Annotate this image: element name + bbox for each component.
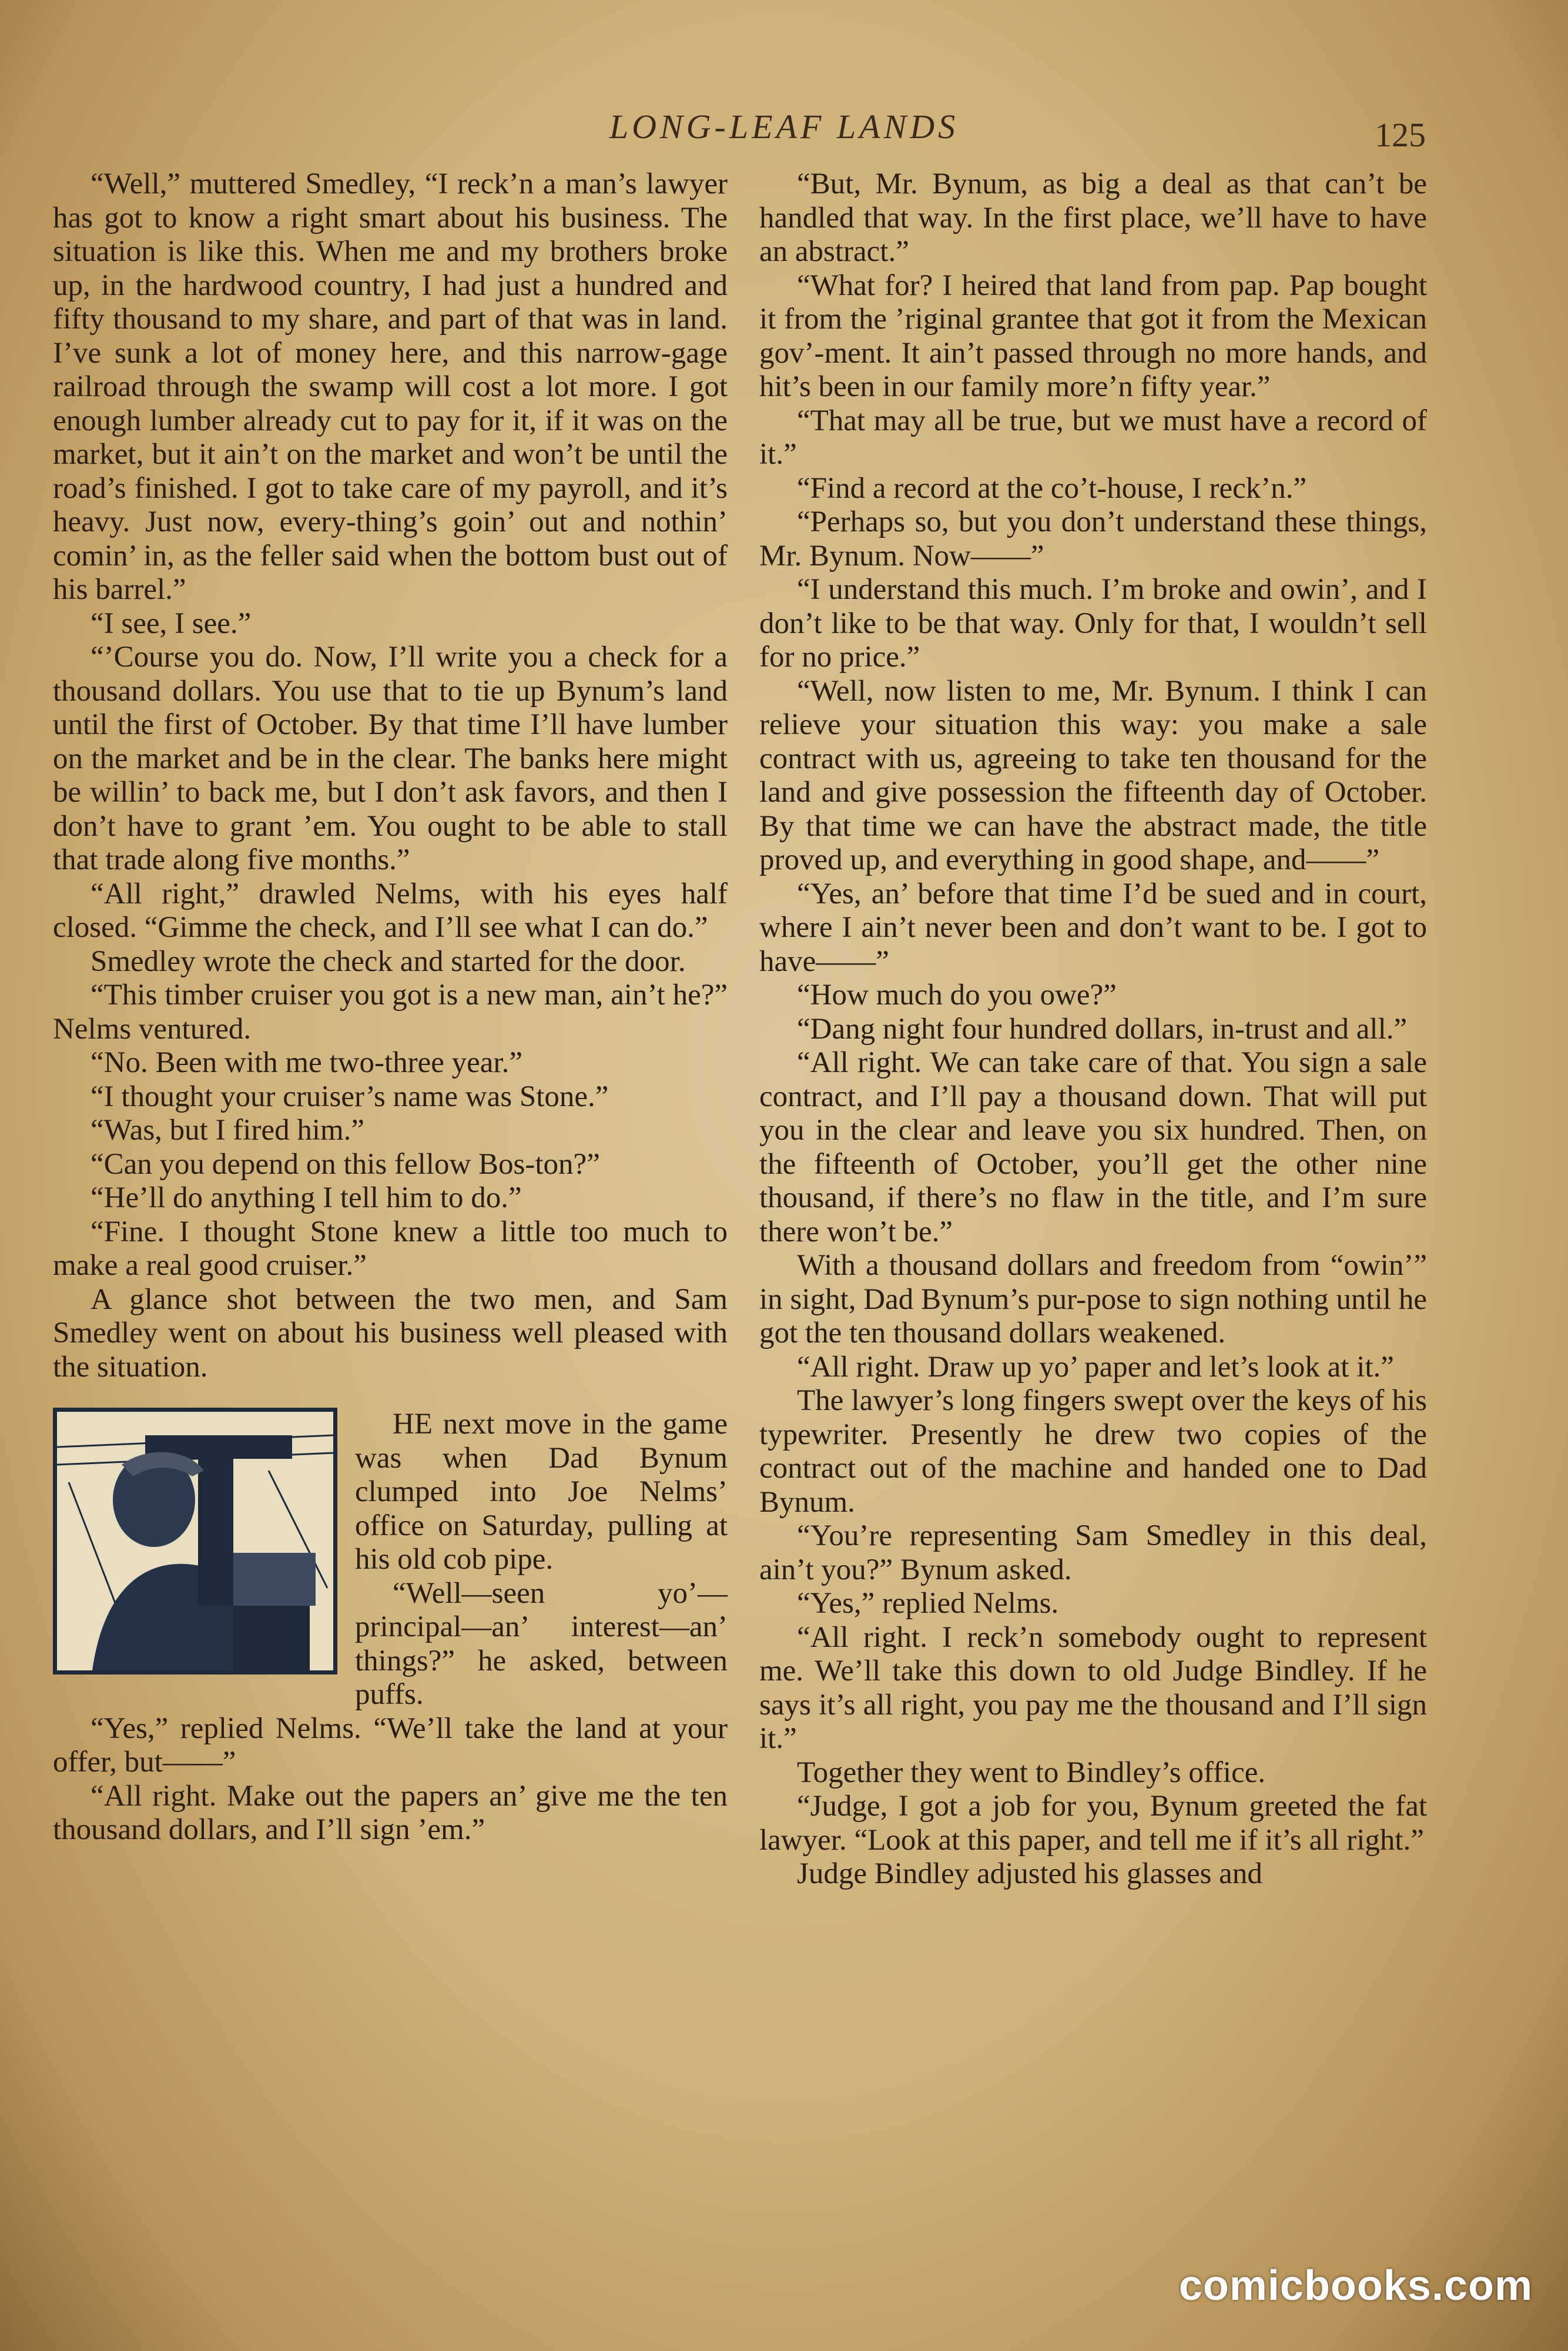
paragraph: “Perhaps so, but you don’t understand these things, Mr. Bynum. Now——”: [759, 505, 1427, 572]
right-column: [759, 168, 1427, 1891]
paragraph: “I understand this much. I’m broke and owin’, and I don’t like to be that way. Only for that, I wouldn’t sell for no price.”: [759, 573, 1427, 674]
paragraph: “I thought your cruiser’s name was Stone.”: [91, 1080, 609, 1113]
paragraph: “But, Mr. Bynum, as big a deal as that can’t be handled that way. In the first place, we’ll have to have an abstract.”: [759, 168, 1427, 268]
paragraph: Smedley wrote the check and started for the door.: [91, 945, 686, 978]
paragraph: “That may all be true, but we must have a record of it.”: [759, 404, 1427, 471]
paragraph: With a thousand dollars and freedom from “owin’” in sight, Dad Bynum’s pur-pose to sign nothing until he got the ten thousand dollars weakened.: [759, 1249, 1427, 1349]
paragraph: “Yes,” replied Nelms.: [797, 1587, 1059, 1620]
paragraph: The lawyer’s long fingers swept over the keys of his typewriter. Presently he drew two copies of the contract out of the machine and handed one to Dad Bynum.: [759, 1384, 1427, 1519]
paragraph: “Can you depend on this fellow Bos-ton?”: [91, 1147, 600, 1181]
paragraph: “All right,” drawled Nelms, with his eyes half closed. “Gimme the check, and I’ll see what I can do.”: [53, 877, 728, 944]
paragraph: “Dang night four hundred dollars, in-trust and all.”: [797, 1012, 1408, 1046]
paragraph: “Yes, an’ before that time I’d be sued and in court, where I ain’t never been and don’t want to be. I got to have——”: [759, 877, 1427, 978]
running-head: LONG-LEAF LANDS: [609, 108, 959, 146]
dropcap-t-illustration-icon: [57, 1412, 333, 1670]
paragraph: “Yes,” replied Nelms. “We’ll take the land at your offer, but——”: [53, 1712, 728, 1779]
paragraph: “’Course you do. Now, I’ll write you a check for a thousand dollars. You use that to tie up Bynum’s land until the first of October. By that time I’ll have lumber on the market and be in the clear. The banks here might be willin’ to back me, but I don’t ask favors, and then I don’t have to grant ’em. You ought to be able to stall that trade along five months.”: [53, 641, 728, 876]
paragraph: “All right. Make out the papers an’ give me the ten thousand dollars, and I’ll sign ’em.”: [53, 1779, 728, 1846]
paragraph: “I see, I see.”: [91, 607, 252, 640]
paragraph: “Judge, I got a job for you, Bynum greeted the fat lawyer. “Look at this paper, and tell me if it’s all right.”: [759, 1790, 1427, 1857]
paragraph: “All right. Draw up yo’ paper and let’s look at it.”: [797, 1350, 1394, 1384]
paragraph: A glance shot between the two men, and Sam Smedley went on about his business well pleased with the situation.: [53, 1282, 728, 1384]
paragraph: “Well,” muttered Smedley, “I reck’n a man’s lawyer has got to know a right smart about his business. The situation is like this. When me and my brothers broke up, in the hardwood country, I had just a hundred and fifty thousand to my share, and part of that was in land. I’ve sunk a lot of money here, and this narrow-gage railroad through the swamp will cost a lot more. I got enough lumber already cut to pay for it, if it was on the market, but it ain’t on the market and won’t be until the road’s finished. I got to take care of my payroll, and it’s heavy. Just now, every-thing’s goin’ out and nothin’ comin’ in, as the feller said when the bottom bust out of his barrel.”: [53, 168, 728, 606]
paragraph: “All right. We can take care of that. You sign a sale contract, and I’ll pay a thousand down. That will put you in the clear and leave you six hundred. Then, on the fifteenth of October, you’ll get the other nine thousand, if there’s no flaw in the title, and I’m sure there won’t be.”: [759, 1046, 1427, 1248]
paragraph: “Fine. I thought Stone knew a little too much to make a real good cruiser.”: [53, 1215, 728, 1282]
paragraph: “No. Been with me two-three year.”: [91, 1046, 522, 1079]
page-number: 125: [1375, 116, 1426, 154]
dropcap-illustration: [53, 1408, 337, 1674]
dropcap-section: [53, 1408, 728, 1847]
paragraph: “He’ll do anything I tell him to do.”: [91, 1181, 522, 1214]
right-column-paragraphs: [759, 168, 1427, 1891]
left-column: [53, 168, 728, 1847]
left-column-paragraphs: [53, 168, 728, 1384]
paragraph: Judge Bindley adjusted his glasses and: [797, 1857, 1262, 1890]
paragraph: “Well—seen yo’—principal—an’ interest—an’ things?” he asked, between puffs.: [355, 1576, 728, 1711]
paragraph: “Find a record at the co’t-house, I reck’n.”: [797, 471, 1307, 505]
paragraph: “What for? I heired that land from pap. Pap bought it from the ’riginal grantee that got it from the Mexican gov’-ment. It ain’t passed through no more hands, and hit’s been in our family more’n fifty year.”: [759, 269, 1427, 403]
dropcap-paragraph: HE next move in the game was when Dad Bynum clumped into Joe Nelms’ office on Saturday, pulling at his old cob pipe.: [355, 1408, 728, 1576]
paragraph: “All right. I reck’n somebody ought to represent me. We’ll take this down to old Judge Bindley. If he says it’s all right, you pay me the thousand and I’ll sign it.”: [759, 1620, 1427, 1755]
watermark-text: comicbooks.com: [1178, 2262, 1533, 2309]
paragraph: “How much do you owe?”: [797, 979, 1117, 1012]
paragraph: Together they went to Bindley’s office.: [797, 1756, 1266, 1789]
page-header: [0, 107, 1568, 154]
paragraph: “You’re representing Sam Smedley in this deal, ain’t you?” Bynum asked.: [759, 1519, 1427, 1586]
paragraph: “Was, but I fired him.”: [91, 1114, 365, 1147]
paragraph: “Well, now listen to me, Mr. Bynum. I think I can relieve your situation this way: you make a sale contract with us, agreeing to take ten thousand for the land and give possession the fifteenth day of October. By that time we can have the abstract made, the title proved up, and everything in good shape, and——”: [759, 674, 1427, 876]
paragraph: “This timber cruiser you got is a new man, ain’t he?” Nelms ventured.: [53, 979, 728, 1046]
